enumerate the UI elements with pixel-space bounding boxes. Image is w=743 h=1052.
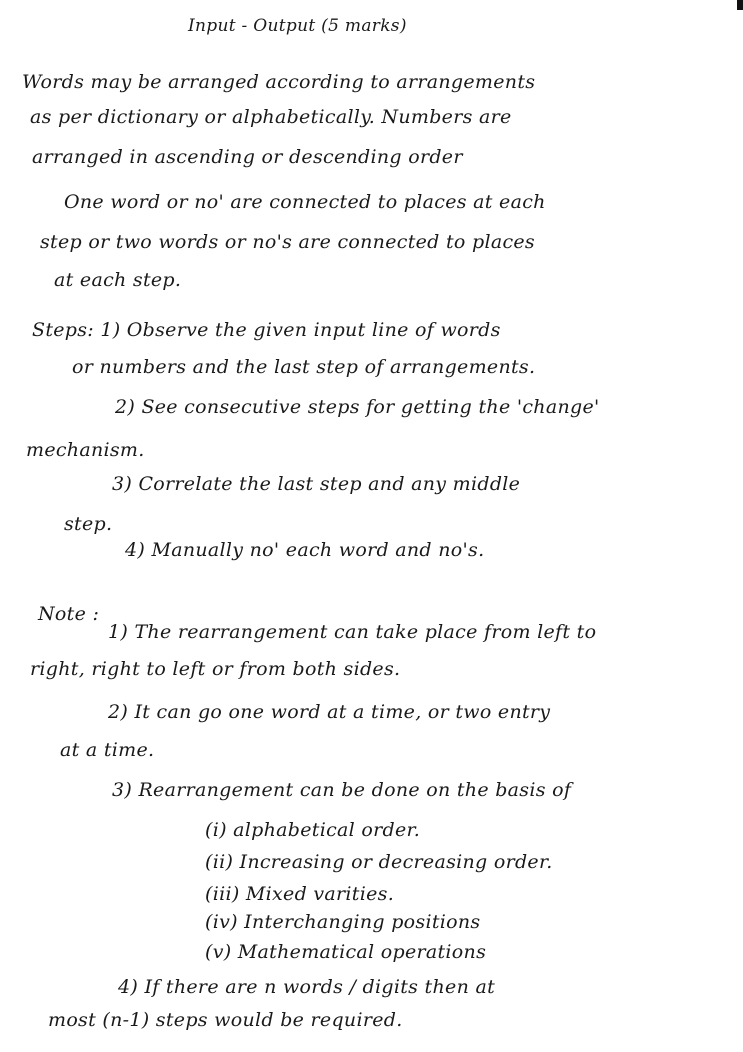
intro-line-5: step or two words or no's are connected to places [40, 231, 535, 253]
steps-line-5: 3) Correlate the last step and any middle [112, 473, 521, 495]
note-subitem-3: (iii) Mixed varities. [205, 883, 395, 905]
note-line-2: right, right to left or from both sides. [30, 658, 401, 680]
page-title: Input - Output (5 marks) [188, 16, 407, 36]
intro-line-2: as per dictionary or alphabetically. Numbers are [30, 106, 512, 128]
intro-line-6: at each step. [54, 269, 182, 291]
note-heading: Note : [38, 603, 100, 625]
note-subitem-5: (v) Mathematical operations [205, 941, 487, 963]
steps-line-1: Steps: 1) Observe the given input line of words [32, 319, 501, 341]
note-line-7: most (n-1) steps would be required. [48, 1009, 403, 1031]
note-line-1: 1) The rearrangement can take place from left to [108, 621, 597, 643]
steps-line-6: step. [64, 513, 113, 535]
corner-ink-mark [737, 0, 743, 10]
note-subitem-2: (ii) Increasing or decreasing order. [205, 851, 553, 873]
steps-line-2: or numbers and the last step of arrangements. [72, 356, 536, 378]
intro-line-1: Words may be arranged according to arrangements [22, 71, 536, 93]
steps-line-4: mechanism. [26, 439, 145, 461]
note-subitem-4: (iv) Interchanging positions [205, 911, 481, 933]
steps-line-7: 4) Manually no' each word and no's. [125, 539, 485, 561]
note-line-4: at a time. [60, 739, 155, 761]
steps-line-3: 2) See consecutive steps for getting the 'change' [115, 396, 600, 418]
note-line-5: 3) Rearrangement can be done on the basis of [112, 779, 572, 801]
note-subitem-1: (i) alphabetical order. [205, 819, 421, 841]
intro-line-3: arranged in ascending or descending order [32, 146, 463, 168]
note-line-6: 4) If there are n words / digits then at [118, 976, 496, 998]
note-line-3: 2) It can go one word at a time, or two entry [108, 701, 551, 723]
intro-line-4: One word or no' are connected to places at each [64, 191, 546, 213]
